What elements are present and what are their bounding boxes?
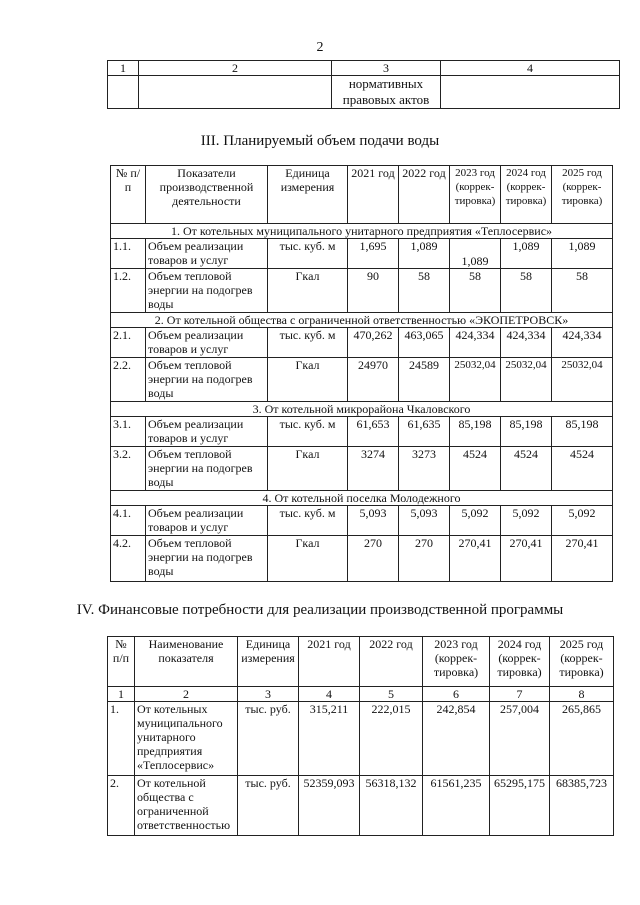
cell-2024: 85,198 xyxy=(501,417,552,447)
cell-2024: 270,41 xyxy=(501,536,552,582)
table-row xyxy=(108,776,614,836)
s3-h-2025: 2025 год (коррек-тировка) xyxy=(552,166,613,224)
s4-h-2022: 2022 год xyxy=(360,637,423,687)
s4-num-7: 7 xyxy=(490,687,550,702)
table-row xyxy=(111,269,613,313)
cell-2022: 1,089 xyxy=(399,239,450,269)
cell-no: 2.1. xyxy=(111,328,146,358)
cell-2023: 270,41 xyxy=(450,536,501,582)
top-cell-4 xyxy=(441,76,620,109)
s3-h-2022: 2022 год xyxy=(399,166,450,224)
cell-2021: 52359,093 xyxy=(299,776,360,836)
cell-2022: 61,635 xyxy=(399,417,450,447)
cell-2022: 56318,132 xyxy=(360,776,423,836)
s3-group-row xyxy=(111,313,613,328)
top-cell-1 xyxy=(108,76,139,109)
cell-name: Объем тепловой энергии на подогрев воды xyxy=(146,358,268,402)
s3-group-4-title: 4. От котельной поселка Молодежного xyxy=(111,491,613,506)
page-number: 2 xyxy=(316,40,324,55)
cell-2023: 61561,235 xyxy=(423,776,490,836)
s4-h-no: № п/п xyxy=(108,637,135,687)
cell-unit: Гкал xyxy=(268,447,348,491)
cell-2021: 5,093 xyxy=(348,506,399,536)
cell-2021: 315,211 xyxy=(299,702,360,776)
table-row xyxy=(111,358,613,402)
cell-name: Объем реализации товаров и услуг xyxy=(146,328,268,358)
table-row xyxy=(111,536,613,582)
cell-2024: 5,092 xyxy=(501,506,552,536)
cell-no: 3.1. xyxy=(111,417,146,447)
s4-num-5: 5 xyxy=(360,687,423,702)
s3-group-2-title: 2. От котельной общества с ограниченной ответственностью «ЭКОПЕТРОВСК» xyxy=(111,313,613,328)
s4-num-8: 8 xyxy=(550,687,614,702)
cell-2024: 4524 xyxy=(501,447,552,491)
s3-group-row xyxy=(111,224,613,239)
cell-2025: 25032,04 xyxy=(552,358,613,402)
s4-h-2023: 2023 год (коррек-тировка) xyxy=(423,637,490,687)
section4-title: IV. Финансовые потребности для реализации производственной программы xyxy=(76,602,564,618)
cell-no: 3.2. xyxy=(111,447,146,491)
s4-num-6: 6 xyxy=(423,687,490,702)
top-col-3: 3 xyxy=(332,61,441,76)
top-col-2: 2 xyxy=(139,61,332,76)
cell-unit: Гкал xyxy=(268,269,348,313)
s4-h-2021: 2021 год xyxy=(299,637,360,687)
cell-unit: тыс. куб. м xyxy=(268,506,348,536)
cell-2023: 58 xyxy=(450,269,501,313)
s4-num-4: 4 xyxy=(299,687,360,702)
cell-2022: 5,093 xyxy=(399,506,450,536)
top-cell-3: нормативных правовых актов xyxy=(332,76,441,109)
cell-name: От котельных муниципального унитарного предприятия «Теплосервис» xyxy=(135,702,238,776)
section4-table xyxy=(107,636,614,836)
cell-2024: 25032,04 xyxy=(501,358,552,402)
cell-2025: 265,865 xyxy=(550,702,614,776)
s4-h-2024: 2024 год (коррек-тировка) xyxy=(490,637,550,687)
cell-2022: 222,015 xyxy=(360,702,423,776)
cell-unit: Гкал xyxy=(268,536,348,582)
cell-2023: 5,092 xyxy=(450,506,501,536)
cell-unit: Гкал xyxy=(268,358,348,402)
cell-no: 4.2. xyxy=(111,536,146,582)
top-table-row xyxy=(108,76,620,109)
table-row xyxy=(111,447,613,491)
cell-2025: 4524 xyxy=(552,447,613,491)
section3-title: III. Планируемый объем подачи воды xyxy=(200,133,440,149)
cell-2023: 25032,04 xyxy=(450,358,501,402)
cell-2024: 1,089 xyxy=(501,239,552,269)
s3-group-3-title: 3. От котельной микрорайона Чкаловского xyxy=(111,402,613,417)
cell-2021: 90 xyxy=(348,269,399,313)
table-row xyxy=(111,328,613,358)
s3-h-2024: 2024 год (коррек-тировка) xyxy=(501,166,552,224)
table-row xyxy=(108,702,614,776)
cell-unit: тыс. куб. м xyxy=(268,417,348,447)
cell-2023: 4524 xyxy=(450,447,501,491)
s4-num-3: 3 xyxy=(238,687,299,702)
cell-2024: 65295,175 xyxy=(490,776,550,836)
s4-num-2: 2 xyxy=(135,687,238,702)
cell-2024: 58 xyxy=(501,269,552,313)
cell-2021: 1,695 xyxy=(348,239,399,269)
cell-unit: тыс. руб. xyxy=(238,702,299,776)
cell-2022: 24589 xyxy=(399,358,450,402)
table-row xyxy=(111,506,613,536)
s3-h-no: № п/п xyxy=(111,166,146,224)
cell-2021: 61,653 xyxy=(348,417,399,447)
cell-2021: 24970 xyxy=(348,358,399,402)
cell-2024: 257,004 xyxy=(490,702,550,776)
cell-2023: 424,334 xyxy=(450,328,501,358)
top-table-header-row xyxy=(108,61,620,76)
cell-name: Объем тепловой энергии на подогрев воды xyxy=(146,536,268,582)
cell-2022: 463,065 xyxy=(399,328,450,358)
cell-2023: 242,854 xyxy=(423,702,490,776)
cell-2021: 3274 xyxy=(348,447,399,491)
section4-header-row xyxy=(108,637,614,687)
cell-2021: 470,262 xyxy=(348,328,399,358)
top-col-1: 1 xyxy=(108,61,139,76)
cell-name: Объем тепловой энергии на подогрев воды xyxy=(146,447,268,491)
cell-2021: 270 xyxy=(348,536,399,582)
cell-name: Объем тепловой энергии на подогрев воды xyxy=(146,269,268,313)
cell-no: 1.1. xyxy=(111,239,146,269)
s3-group-row xyxy=(111,402,613,417)
cell-no: 2. xyxy=(108,776,135,836)
cell-2025: 68385,723 xyxy=(550,776,614,836)
section4-number-row xyxy=(108,687,614,702)
cell-unit: тыс. куб. м xyxy=(268,239,348,269)
s3-h-name: Показатели производственной деятельности xyxy=(146,166,268,224)
cell-2024: 424,334 xyxy=(501,328,552,358)
cell-2025: 1,089 xyxy=(552,239,613,269)
cell-unit: тыс. руб. xyxy=(238,776,299,836)
cell-2023: 1,089 xyxy=(450,239,501,269)
s4-h-unit: Единица измерения xyxy=(238,637,299,687)
cell-no: 2.2. xyxy=(111,358,146,402)
cell-name: Объем реализации товаров и услуг xyxy=(146,506,268,536)
s3-h-2021: 2021 год xyxy=(348,166,399,224)
s4-h-name: Наименование показателя xyxy=(135,637,238,687)
cell-2023: 85,198 xyxy=(450,417,501,447)
s3-group-row xyxy=(111,491,613,506)
cell-name: От котельной общества с ограниченной ответственностью xyxy=(135,776,238,836)
cell-2025: 85,198 xyxy=(552,417,613,447)
s3-h-2023: 2023 год (коррек-тировка) xyxy=(450,166,501,224)
section3-table xyxy=(110,165,613,582)
section3-header-row xyxy=(111,166,613,224)
cell-no: 1.2. xyxy=(111,269,146,313)
top-col-4: 4 xyxy=(441,61,620,76)
cell-unit: тыс. куб. м xyxy=(268,328,348,358)
cell-no: 1. xyxy=(108,702,135,776)
s4-num-1: 1 xyxy=(108,687,135,702)
cell-no: 4.1. xyxy=(111,506,146,536)
table-row xyxy=(111,239,613,269)
cell-2022: 3273 xyxy=(399,447,450,491)
top-cell-2 xyxy=(139,76,332,109)
cell-name: Объем реализации товаров и услуг xyxy=(146,417,268,447)
cell-2025: 270,41 xyxy=(552,536,613,582)
cell-2022: 58 xyxy=(399,269,450,313)
table-row xyxy=(111,417,613,447)
s4-h-2025: 2025 год (коррек-тировка) xyxy=(550,637,614,687)
s3-group-1-title: 1. От котельных муниципального унитарного предприятия «Теплосервис» xyxy=(111,224,613,239)
cell-2025: 58 xyxy=(552,269,613,313)
cell-2025: 5,092 xyxy=(552,506,613,536)
s3-h-unit: Единица измерения xyxy=(268,166,348,224)
cell-name: Объем реализации товаров и услуг xyxy=(146,239,268,269)
top-table xyxy=(107,60,620,109)
cell-2025: 424,334 xyxy=(552,328,613,358)
cell-2022: 270 xyxy=(399,536,450,582)
